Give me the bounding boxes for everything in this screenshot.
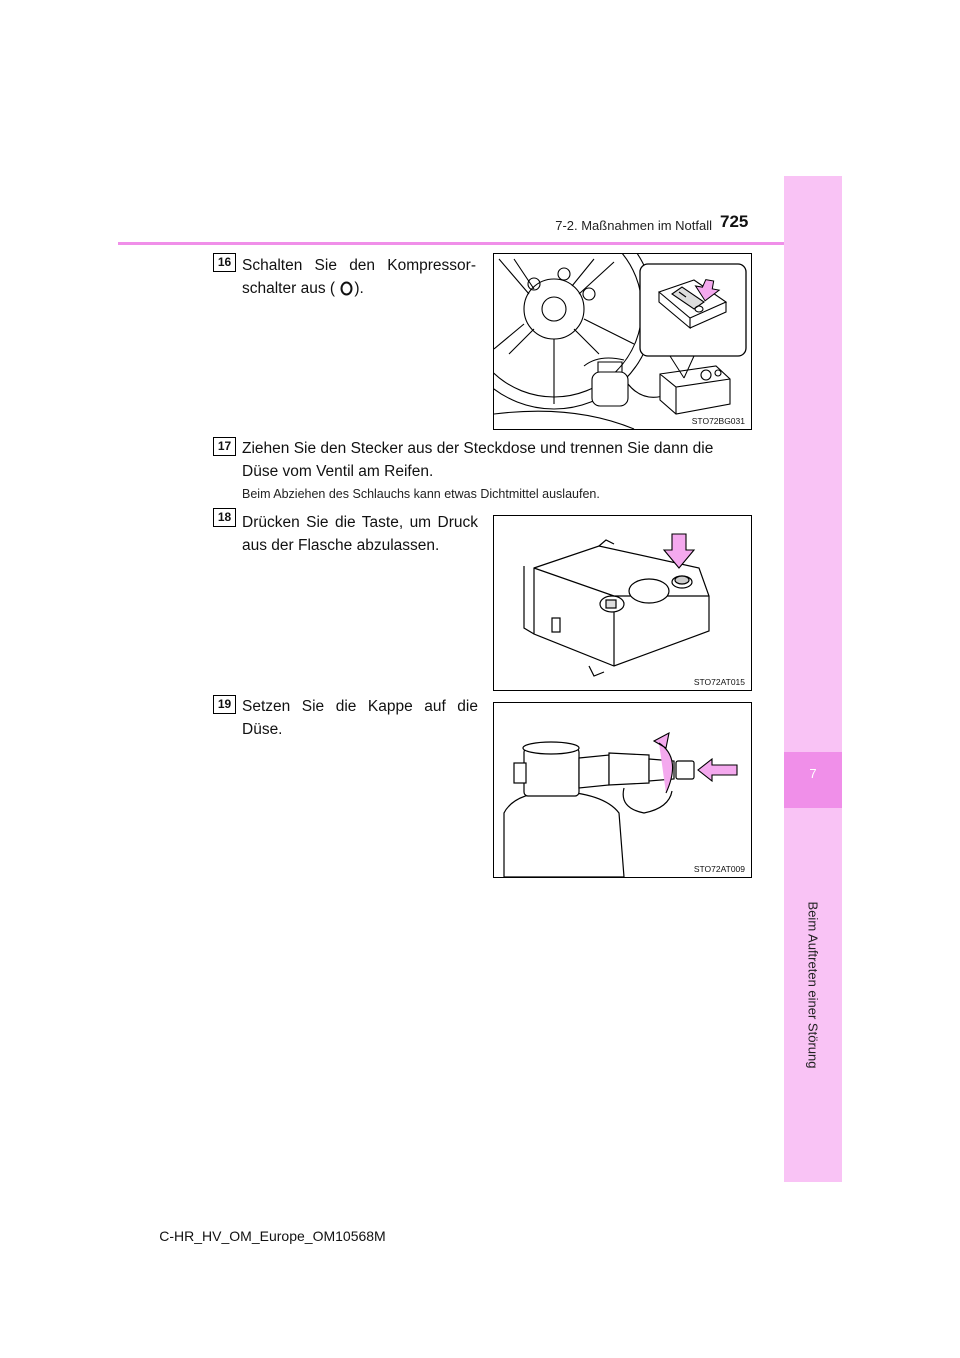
step-badge-17: 17 bbox=[213, 437, 236, 456]
step-badge-18: 18 bbox=[213, 508, 236, 527]
figure-nozzle-cap bbox=[493, 702, 752, 878]
step-note-17: Beim Abziehen des Schlauchs kann etwas Dichtmittel auslaufen. bbox=[242, 487, 600, 501]
footer-doc-id: C-HR_HV_OM_Europe_OM10568M bbox=[159, 1228, 386, 1244]
step-text-16-part2: ). bbox=[354, 280, 364, 297]
header-rule bbox=[118, 242, 784, 245]
step-badge-19: 19 bbox=[213, 695, 236, 714]
chapter-title: Beim Auftreten einer Störung bbox=[805, 901, 821, 1069]
step-text-16-part1: Schalten Sie den Kompressor-schalter aus ( bbox=[242, 257, 476, 297]
off-circle-icon bbox=[339, 280, 354, 303]
step-badge-16: 16 bbox=[213, 253, 236, 272]
header-section-title: 7-2. Maßnahmen im Notfall bbox=[555, 218, 712, 233]
figure-code-19: STO72AT009 bbox=[693, 864, 745, 874]
figure-bottle-button bbox=[493, 515, 752, 691]
page-number: 725 bbox=[720, 212, 749, 231]
step-text-18: Drücken Sie die Taste, um Druck aus der Flasche abzulassen. bbox=[242, 514, 478, 554]
figure-code-16: STO72BG031 bbox=[691, 416, 745, 426]
figure-compressor-switch bbox=[493, 253, 752, 430]
step-text-16 bbox=[242, 254, 476, 303]
step-text-19: Setzen Sie die Kappe auf die Düse. bbox=[242, 698, 478, 738]
figure-code-18: STO72AT015 bbox=[693, 677, 745, 687]
chapter-number: 7 bbox=[809, 766, 817, 781]
step-text-17: Ziehen Sie den Stecker aus der Steckdose und trennen Sie dann die Düse vom Ventil am Reifen. bbox=[242, 440, 714, 480]
